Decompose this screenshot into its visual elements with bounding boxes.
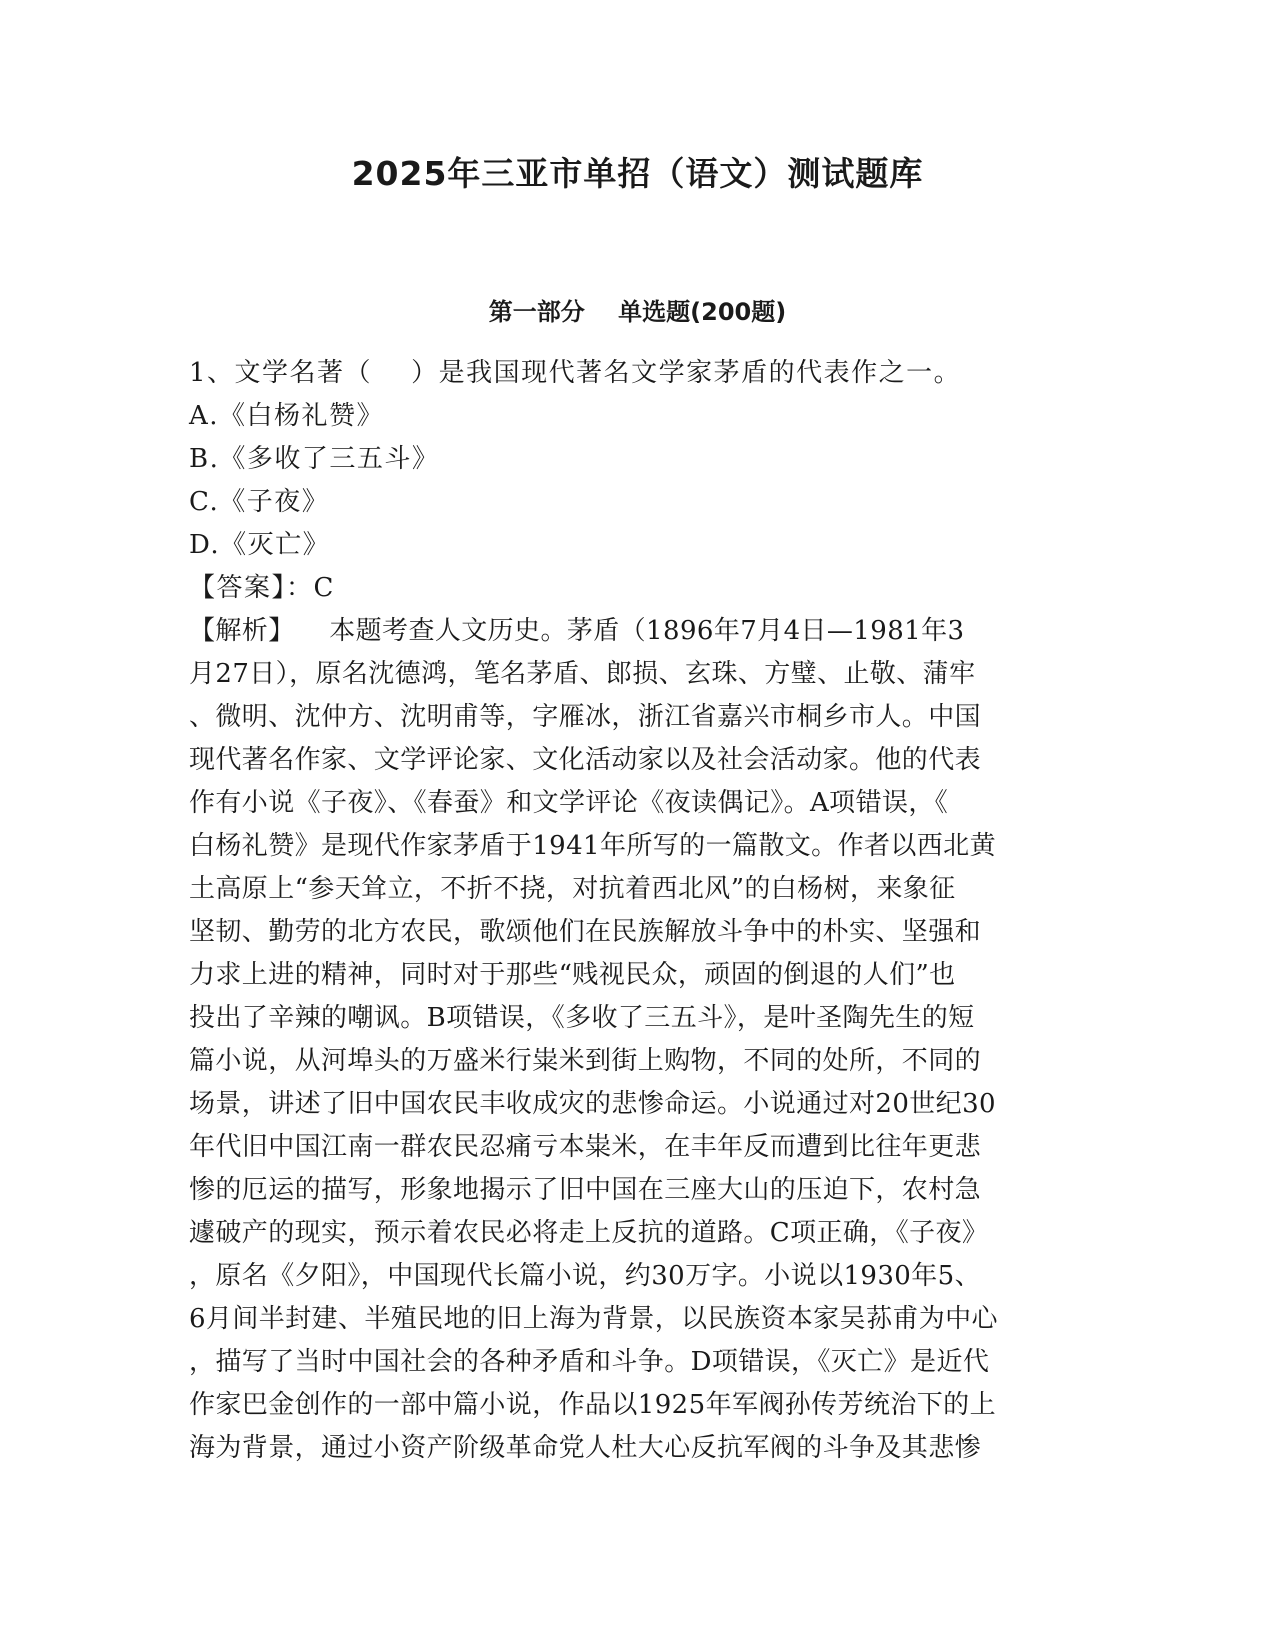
analysis-line: 【解析】 本题考查人文历史。茅盾（1896年7月4日—1981年3 <box>189 616 965 646</box>
analysis-line: 作有小说《子夜》、《春蚕》和文学评论《夜读偶记》。A项错误，《 <box>189 788 949 818</box>
analysis-line: 月27日），原名沈德鸿，笔名茅盾、郎损、玄珠、方璧、止敬、蒲牢 <box>189 659 976 689</box>
section-heading: 第一部分 单选题(200题) <box>488 298 787 326</box>
document-title: 2025年三亚市单招（语文）测试题库 <box>351 154 924 193</box>
analysis-line: 现代著名作家、文学评论家、文化活动家以及社会活动家。他的代表 <box>189 745 982 775</box>
analysis-line: 、微明、沈仲方、沈明甫等，字雁冰，浙江省嘉兴市桐乡市人。中国 <box>189 702 982 732</box>
analysis-line: 白杨礼赞》是现代作家茅盾于1941年所写的一篇散文。作者以西北黄 <box>189 831 996 861</box>
analysis-line: 土高原上“参天耸立，不折不挠，对抗着西北风”的白杨树，来象征 <box>189 874 956 904</box>
option-b: B.《多收了三五斗》 <box>189 444 440 474</box>
analysis-line: 海为背景，通过小资产阶级革命党人杜大心反抗军阀的斗争及其悲惨 <box>189 1433 982 1463</box>
analysis-line: 篇小说，从河埠头的万盛米行粜米到街上购物，不同的处所，不同的 <box>189 1046 982 1076</box>
option-c: C.《子夜》 <box>189 487 330 517</box>
analysis-line: 作家巴金创作的一部中篇小说，作品以1925年军阀孙传芳统治下的上 <box>189 1390 996 1420</box>
analysis-line: 6月间半封建、半殖民地的旧上海为背景，以民族资本家吴荪甫为中心 <box>189 1304 998 1334</box>
option-d: D.《灭亡》 <box>189 530 331 560</box>
analysis-line: 坚韧、勤劳的北方农民，歌颂他们在民族解放斗争中的朴实、坚强和 <box>189 917 982 947</box>
analysis-line: 力求上进的精神，同时对于那些“贱视民众，顽固的倒退的人们”也 <box>189 960 956 990</box>
analysis-line: 场景，讲述了旧中国农民丰收成灾的悲惨命运。小说通过对20世纪30 <box>189 1089 996 1119</box>
question-block <box>189 352 1089 1470</box>
analysis-line: ，描写了当时中国社会的各种矛盾和斗争。D项错误，《灭亡》是近代 <box>189 1347 990 1377</box>
analysis-line: 年代旧中国江南一群农民忍痛亏本粜米，在丰年反而遭到比往年更悲 <box>189 1132 982 1162</box>
analysis-line: 投出了辛辣的嘲讽。B项错误，《多收了三五斗》，是叶圣陶先生的短 <box>189 1003 975 1033</box>
option-a: A.《白杨礼赞》 <box>189 401 385 431</box>
analysis-line: ，原名《夕阳》，中国现代长篇小说，约30万字。小说以1930年5、 <box>189 1261 981 1291</box>
analysis-line: 惨的厄运的描写，形象地揭示了旧中国在三座大山的压迫下，农村急 <box>189 1175 982 1205</box>
analysis-line: 遽破产的现实，预示着农民必将走上反抗的道路。C项正确，《子夜》 <box>189 1218 989 1248</box>
answer-line: 【答案】：C <box>189 573 335 603</box>
question-stem: 1、文学名著（ ）是我国现代著名文学家茅盾的代表作之一。 <box>189 358 962 388</box>
